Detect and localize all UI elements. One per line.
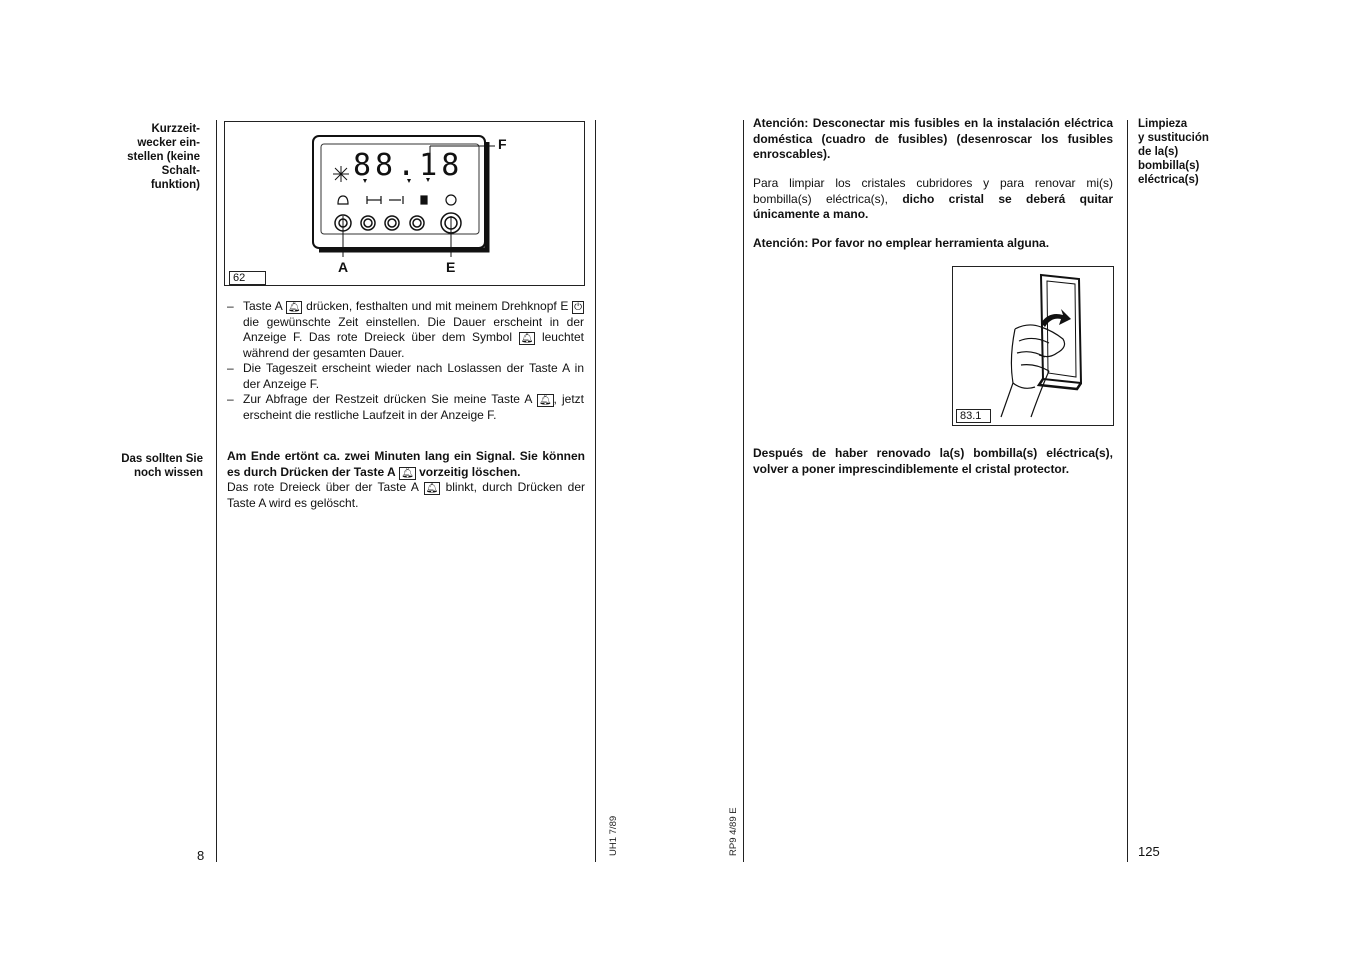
figure-62-control-panel xyxy=(224,121,585,286)
right-column-divider xyxy=(1127,120,1128,862)
list-item: – Zur Abfrage der Restzeit drücken Sie meine Taste A 🔔︎ , jetzt erscheint die restliche Laufzeit in der Anzeige F. xyxy=(227,392,584,423)
page-number-right: 125 xyxy=(1138,844,1160,859)
attention-no-tools: Atención: Por favor no emplear herramienta alguna. xyxy=(753,236,1050,250)
list-item: – Die Tageszeit erscheint wieder nach Loslassen der Taste A in der Anzeige F. xyxy=(227,361,584,392)
instructions-list xyxy=(227,299,584,423)
left-page-right-border xyxy=(595,120,596,862)
cleaning-paragraph: Para limpiar los cristales cubridores y para renovar mi(s) bombilla(s) eléctrica(s), dicho cristal se deberá quitar únicamente a mano. xyxy=(753,176,1113,221)
bell-icon: 🔔︎ xyxy=(287,302,301,313)
power-icon: ⏻ xyxy=(574,302,583,313)
callout-f: F xyxy=(498,136,507,152)
figure-label-62: 62 xyxy=(229,271,266,285)
figure-83-1-cover-removal xyxy=(952,266,1114,426)
signal-note: Am Ende ertönt ca. zwei Minuten lang ein Signal. Sie können es durch Drücken der Taste A 🔔︎ vorzeitig löschen. Das rote Dreieck über der Taste A 🔔︎ blinkt, durch Drücken der Taste A wird es gelöscht. xyxy=(227,449,585,510)
bell-icon: 🔔︎ xyxy=(425,483,439,494)
closing-note: Después de haber renovado la(s) bombilla(s) eléctrica(s), volver a poner imprescindiblemente el cristal protector. xyxy=(753,446,1113,476)
section-heading-kurzzeitwecker: Kurzzeit- wecker ein- stellen (keine Schalt- funktion) xyxy=(127,123,200,191)
callout-a: A xyxy=(338,259,349,275)
footer-code-left: UH1 7/89 xyxy=(608,815,619,856)
left-column-divider xyxy=(216,120,217,862)
control-panel-illustration xyxy=(225,122,584,285)
page-number-left: 8 xyxy=(197,848,205,863)
section-heading-limpieza: Limpieza y sustitución de la(s) bombilla(s) eléctrica(s) xyxy=(1138,118,1209,186)
list-item: – Taste A 🔔︎ drücken, festhalten und mit meinem Drehknopf E ⏻ die gewünschte Zeit einstellen. Die Dauer erscheint in der Anzeige F. Das rote Dreieck über dem Symbol 🔔︎ leuchtet während der gesamten Dauer. xyxy=(227,299,584,361)
attention-fuses: Atención: Desconectar mis fusibles en la instalación eléctrica doméstica (cuadro de fusibles) (desenroscar los fusibles enroscables). xyxy=(753,116,1113,161)
bell-icon: 🔔︎ xyxy=(538,395,552,406)
display-digits: 88.18 xyxy=(353,148,464,183)
section-heading-wissen: Das sollten Sie noch wissen xyxy=(121,453,203,479)
callout-e: E xyxy=(446,259,456,275)
bell-icon: 🔔︎ xyxy=(401,467,414,479)
hand-removing-cover-illustration xyxy=(953,267,1113,425)
footer-code-right: RP9 4/89 E xyxy=(728,807,739,856)
bell-icon: 🔔︎ xyxy=(520,333,534,344)
right-page-left-border xyxy=(743,120,744,862)
figure-label-83-1: 83.1 xyxy=(956,409,991,423)
